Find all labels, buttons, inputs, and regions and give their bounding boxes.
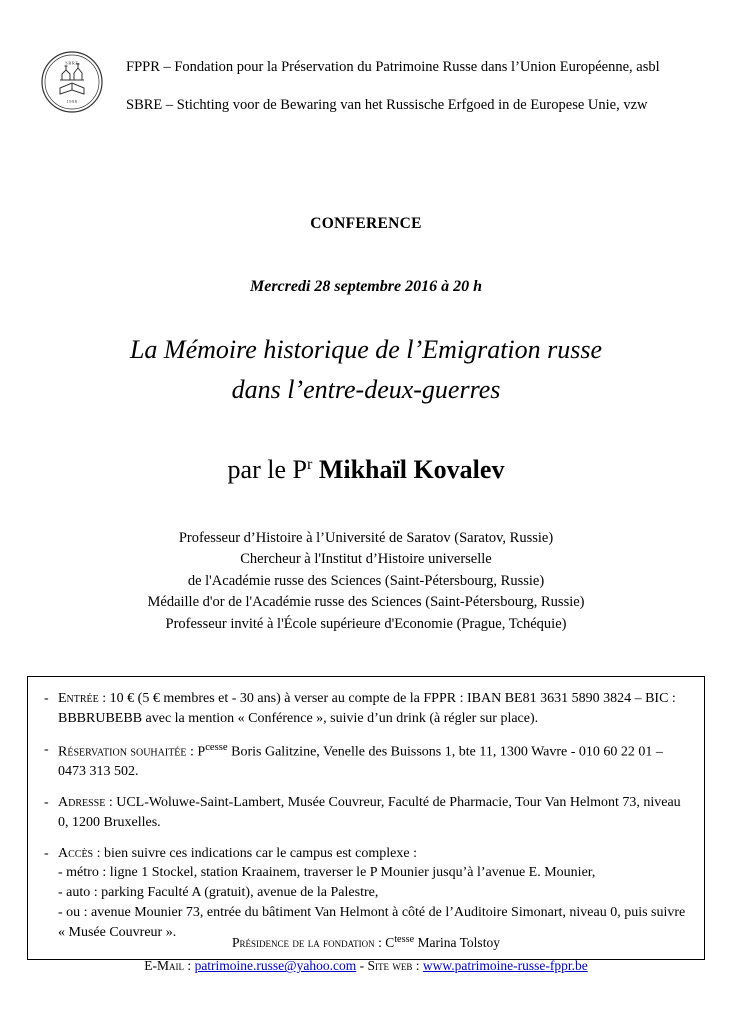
- info-text-acces: : bien suivre ces indications car le campus est complexe :: [93, 845, 417, 861]
- talk-title: [0, 330, 732, 411]
- info-text-adresse: : UCL-Woluwe-Saint-Lambert, Musée Couvreur, Faculté de Pharmacie, Tour Van Helmont 73, niveau 0, 1200 Bruxelles.: [58, 794, 681, 830]
- talk-title-line-2: dans l’entre-deux-guerres: [231, 375, 501, 405]
- bullet-dash: -: [44, 741, 49, 757]
- footer-presidence: [0, 932, 732, 954]
- bio-line: Professeur invité à l'École supérieure d'Economie (Prague, Tchéquie): [165, 615, 567, 632]
- svg-text:SBRE: SBRE: [65, 60, 79, 66]
- speaker-line: [0, 455, 732, 485]
- event-date: Mercredi 28 septembre 2016 à 20 h: [250, 278, 482, 295]
- header-text-block: [126, 48, 660, 115]
- footer-email-label: E-Mail: [144, 958, 185, 974]
- document-footer: [0, 932, 732, 977]
- fppr-sbre-emblem-icon: [40, 50, 104, 114]
- website-link[interactable]: www.patrimoine-russe-fppr.be: [422, 958, 588, 974]
- info-label-acces: Accès: [58, 845, 94, 861]
- bio-line: Médaille d'or de l'Académie russe des Sciences (Saint-Pétersbourg, Russie): [147, 594, 585, 611]
- svg-text:1998: 1998: [66, 99, 78, 104]
- info-acces-auto: - auto : parking Faculté A (gratuit), avenue de la Palestre,: [58, 885, 379, 901]
- footer-presidence-value-b: Marina Tolstoy: [414, 934, 500, 950]
- footer-email-separator: :: [184, 958, 195, 974]
- header-line-nl: SBRE – Stichting voor de Bewaring van het Russische Erfgoed in de Europese Unie, vzw: [126, 96, 648, 113]
- footer-presidence-superscript: tesse: [394, 933, 415, 945]
- bullet-dash: -: [44, 845, 49, 861]
- footer-middle-separator: -: [356, 958, 368, 974]
- bio-line: Professeur d’Histoire à l’Université de Saratov (Saratov, Russie): [178, 530, 554, 546]
- footer-presidence-value-a: : C: [374, 934, 395, 950]
- header-line-fr: FPPR – Fondation pour la Préservation du Patrimoine Russe dans l’Union Européenne, asbl: [126, 59, 660, 75]
- bullet-dash: -: [44, 794, 49, 810]
- conference-label: CONFERENCE: [310, 215, 422, 232]
- info-text-entree: : 10 € (5 € membres et - 30 ans) à verser au compte de la FPPR : IBAN BE81 3631 5890 3824 – BIC : BBBRUBEBB avec la mention « Conférence », suivie d’un drink (à régler sur place).: [58, 691, 676, 726]
- speaker-bio: [0, 528, 732, 635]
- email-link[interactable]: patrimoine.russe@yahoo.com: [194, 958, 357, 974]
- info-item-adresse: [44, 793, 688, 833]
- bio-line: de l'Académie russe des Sciences (Saint-Pétersbourg, Russie): [187, 572, 545, 589]
- speaker-name-text: Mikhaïl Kovalev: [318, 455, 505, 484]
- practical-info-box: [27, 676, 705, 960]
- info-superscript-reservation: cesse: [205, 741, 228, 753]
- info-text-reservation-b: Boris Galitzine, Venelle des Buissons 1, bte 11, 1300 Wavre - 010 60 22 01 – 0473 313 502.: [58, 744, 663, 779]
- footer-contacts: [0, 955, 732, 977]
- speaker-prefix: par le P: [227, 455, 307, 484]
- info-acces-metro: - métro : ligne 1 Stockel, station Kraainem, traverser le P Mounier jusqu’à l’avenue E. Mounier,: [58, 865, 596, 881]
- info-label-entree: Entrée: [58, 691, 99, 706]
- footer-presidence-label: Présidence de la fondation: [232, 934, 375, 950]
- speaker-prefix-superscript: r: [306, 456, 313, 474]
- info-item-acces: [44, 844, 688, 943]
- footer-site-separator: :: [412, 958, 423, 974]
- info-text-reservation-a: : P: [186, 744, 206, 760]
- info-item-entree: [44, 689, 688, 729]
- footer-site-label: Site web: [367, 958, 413, 974]
- bio-line: Chercheur à l'Institut d’Histoire universelle: [240, 551, 492, 568]
- info-label-reservation: Réservation souhaitée: [58, 744, 187, 760]
- bullet-dash: -: [44, 691, 49, 706]
- info-item-reservation: [44, 740, 688, 782]
- talk-title-line-1: La Mémoire historique de l’Emigration russe: [129, 335, 603, 364]
- info-label-adresse: Adresse: [58, 794, 106, 810]
- document-header: [36, 48, 696, 115]
- info-acces-alternative: - ou : avenue Mounier 73, entrée du bâtiment Van Helmont à côté de l’Auditoire Simonart, niveau 0, puis suivre « Musée Couvreur ».: [58, 905, 686, 941]
